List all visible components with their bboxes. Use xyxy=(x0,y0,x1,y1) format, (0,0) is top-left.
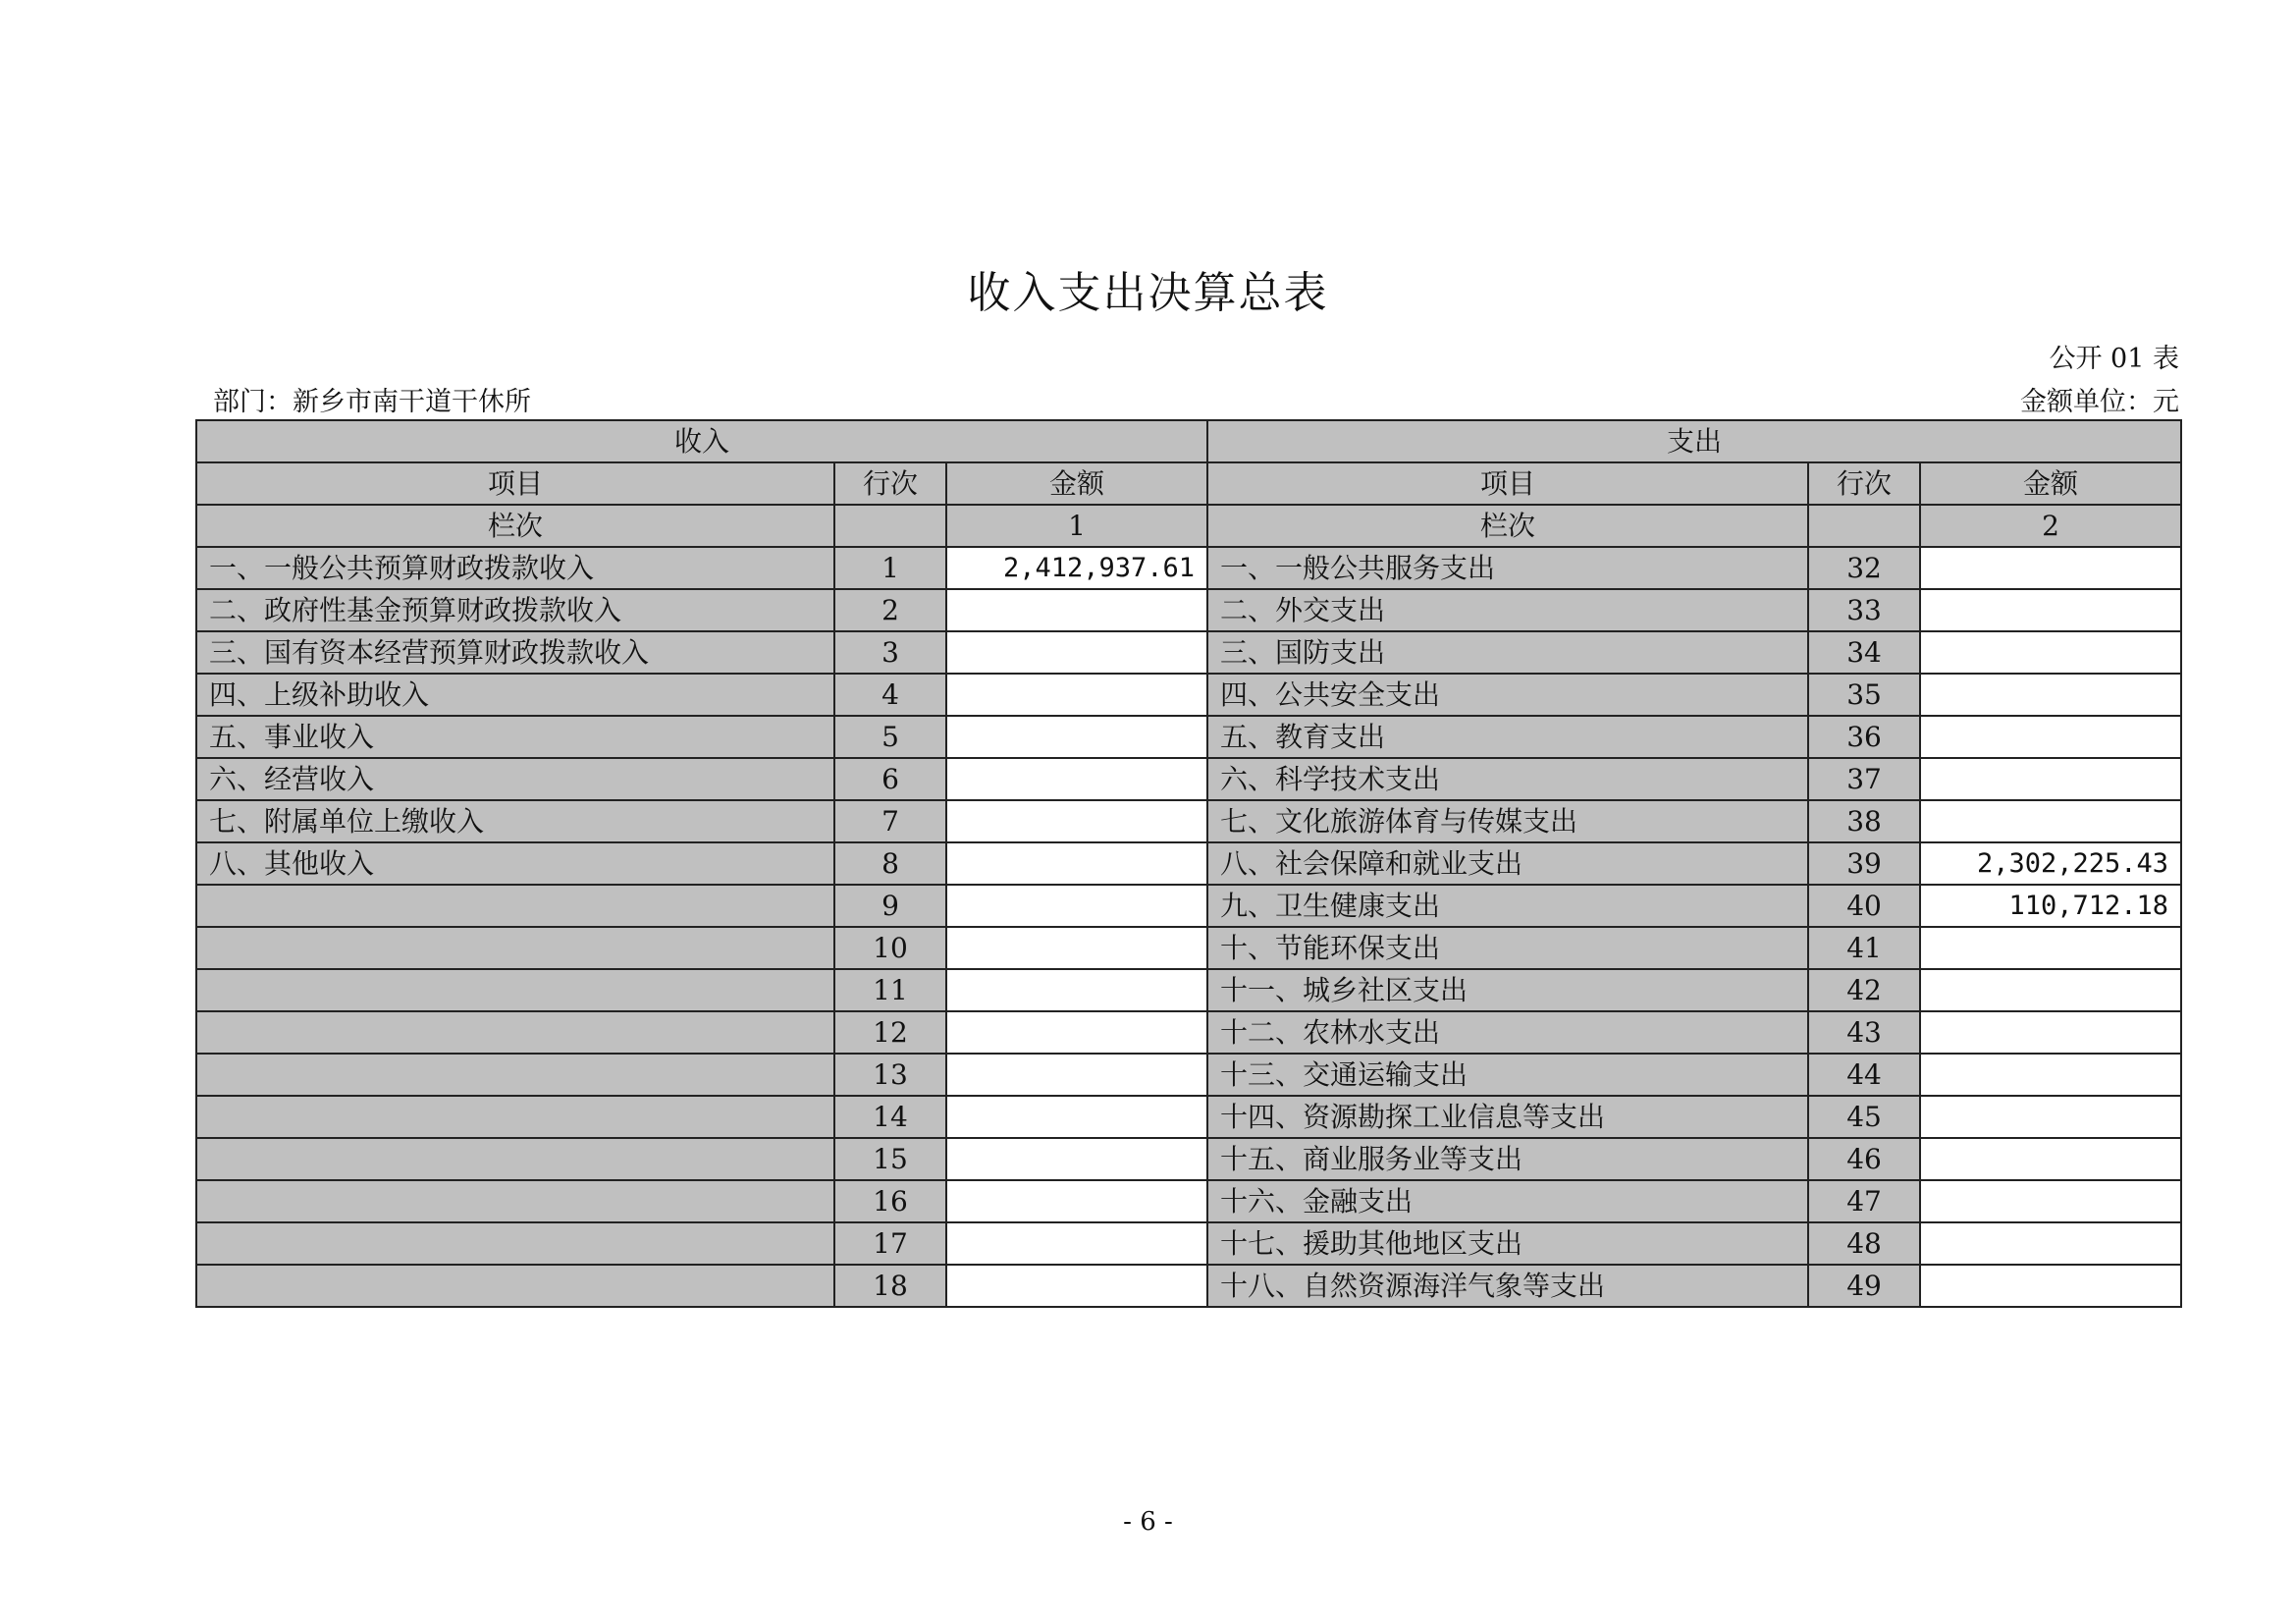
income-amount-cell xyxy=(946,885,1207,927)
section-header-row xyxy=(196,420,2181,462)
expense-line-cell: 36 xyxy=(1808,716,1920,758)
table-row xyxy=(196,1054,2181,1096)
expense-line-cell: 39 xyxy=(1808,842,1920,885)
income-amount-index: 1 xyxy=(946,505,1207,547)
income-line-cell: 18 xyxy=(834,1265,946,1307)
expense-line-cell: 49 xyxy=(1808,1265,1920,1307)
expense-amount-cell xyxy=(1920,1180,2181,1222)
income-item-cell xyxy=(196,1096,834,1138)
income-item-cell: 八、其他收入 xyxy=(196,842,834,885)
expense-line-cell: 41 xyxy=(1808,927,1920,969)
expense-amount-cell xyxy=(1920,800,2181,842)
income-line-cell: 8 xyxy=(834,842,946,885)
income-amount-cell xyxy=(946,1011,1207,1054)
expense-amount-cell xyxy=(1920,631,2181,674)
income-item-cell xyxy=(196,927,834,969)
expense-line-cell: 44 xyxy=(1808,1054,1920,1096)
income-item-cell xyxy=(196,1138,834,1180)
expense-line-cell: 45 xyxy=(1808,1096,1920,1138)
income-column-label: 栏次 xyxy=(196,505,834,547)
column-header-row xyxy=(196,462,2181,505)
income-amount-cell xyxy=(946,1180,1207,1222)
income-amount-cell xyxy=(946,758,1207,800)
expense-amount-index: 2 xyxy=(1920,505,2181,547)
expense-line-cell: 32 xyxy=(1808,547,1920,589)
form-number: 公开 01 表 xyxy=(2049,344,2179,374)
expense-line-cell: 37 xyxy=(1808,758,1920,800)
income-item-header: 项目 xyxy=(196,462,834,505)
department-label: 部门：新乡市南干道干休所 xyxy=(213,387,531,417)
table-row xyxy=(196,1011,2181,1054)
table-row xyxy=(196,842,2181,885)
income-amount-cell xyxy=(946,1138,1207,1180)
expense-amount-cell xyxy=(1920,758,2181,800)
table-row xyxy=(196,1096,2181,1138)
income-line-cell: 3 xyxy=(834,631,946,674)
table-row xyxy=(196,589,2181,631)
table-row xyxy=(196,800,2181,842)
table-row xyxy=(196,1138,2181,1180)
expense-item-cell: 十一、城乡社区支出 xyxy=(1207,969,1808,1011)
expense-amount-cell xyxy=(1920,674,2181,716)
table-row xyxy=(196,674,2181,716)
income-line-cell: 14 xyxy=(834,1096,946,1138)
income-amount-cell xyxy=(946,1265,1207,1307)
expense-section-header: 支出 xyxy=(1207,420,2181,462)
income-line-header: 行次 xyxy=(834,462,946,505)
income-item-cell: 六、经营收入 xyxy=(196,758,834,800)
table-row xyxy=(196,716,2181,758)
table-row xyxy=(196,631,2181,674)
expense-item-cell: 十八、自然资源海洋气象等支出 xyxy=(1207,1265,1808,1307)
expense-item-cell: 八、社会保障和就业支出 xyxy=(1207,842,1808,885)
expense-amount-cell xyxy=(1920,716,2181,758)
income-item-cell xyxy=(196,1180,834,1222)
expense-amount-cell xyxy=(1920,1138,2181,1180)
income-line-cell: 7 xyxy=(834,800,946,842)
expense-item-cell: 二、外交支出 xyxy=(1207,589,1808,631)
income-amount-cell xyxy=(946,927,1207,969)
income-item-cell xyxy=(196,885,834,927)
expense-amount-cell xyxy=(1920,927,2181,969)
expense-line-index xyxy=(1808,505,1920,547)
expense-amount-cell xyxy=(1920,1265,2181,1307)
expense-amount-cell xyxy=(1920,969,2181,1011)
expense-amount-cell xyxy=(1920,1054,2181,1096)
table-row xyxy=(196,547,2181,589)
expense-amount-header: 金额 xyxy=(1920,462,2181,505)
expense-item-cell: 十五、商业服务业等支出 xyxy=(1207,1138,1808,1180)
expense-item-cell: 四、公共安全支出 xyxy=(1207,674,1808,716)
expense-item-cell: 三、国防支出 xyxy=(1207,631,1808,674)
page-title: 收入支出决算总表 xyxy=(967,268,1329,318)
income-item-cell: 二、政府性基金预算财政拨款收入 xyxy=(196,589,834,631)
income-line-cell: 11 xyxy=(834,969,946,1011)
income-amount-cell xyxy=(946,716,1207,758)
income-item-cell xyxy=(196,1265,834,1307)
table-row xyxy=(196,1180,2181,1222)
expense-line-cell: 48 xyxy=(1808,1222,1920,1265)
expense-item-cell: 十三、交通运输支出 xyxy=(1207,1054,1808,1096)
income-amount-cell xyxy=(946,842,1207,885)
income-amount-cell xyxy=(946,969,1207,1011)
expense-item-cell: 十四、资源勘探工业信息等支出 xyxy=(1207,1096,1808,1138)
expense-item-cell: 十、节能环保支出 xyxy=(1207,927,1808,969)
table-row xyxy=(196,758,2181,800)
expense-line-cell: 35 xyxy=(1808,674,1920,716)
table-row xyxy=(196,927,2181,969)
income-amount-cell xyxy=(946,1222,1207,1265)
expense-line-cell: 42 xyxy=(1808,969,1920,1011)
expense-item-cell: 五、教育支出 xyxy=(1207,716,1808,758)
expense-line-cell: 33 xyxy=(1808,589,1920,631)
income-line-cell: 17 xyxy=(834,1222,946,1265)
income-line-index xyxy=(834,505,946,547)
expense-item-cell: 十二、农林水支出 xyxy=(1207,1011,1808,1054)
expense-line-cell: 40 xyxy=(1808,885,1920,927)
income-line-cell: 9 xyxy=(834,885,946,927)
expense-amount-cell: 2,302,225.43 xyxy=(1920,842,2181,885)
expense-item-cell: 十七、援助其他地区支出 xyxy=(1207,1222,1808,1265)
expense-line-cell: 34 xyxy=(1808,631,1920,674)
income-line-cell: 2 xyxy=(834,589,946,631)
income-line-cell: 16 xyxy=(834,1180,946,1222)
expense-item-cell: 一、一般公共服务支出 xyxy=(1207,547,1808,589)
income-line-cell: 4 xyxy=(834,674,946,716)
table-row xyxy=(196,1222,2181,1265)
income-amount-header: 金额 xyxy=(946,462,1207,505)
income-expense-table xyxy=(195,419,2182,1308)
table-row xyxy=(196,1265,2181,1307)
income-line-cell: 5 xyxy=(834,716,946,758)
income-line-cell: 6 xyxy=(834,758,946,800)
income-item-cell xyxy=(196,1011,834,1054)
income-line-cell: 13 xyxy=(834,1054,946,1096)
expense-amount-cell xyxy=(1920,1096,2181,1138)
income-item-cell xyxy=(196,1054,834,1096)
expense-line-cell: 46 xyxy=(1808,1138,1920,1180)
expense-item-cell: 十六、金融支出 xyxy=(1207,1180,1808,1222)
income-item-cell: 四、上级补助收入 xyxy=(196,674,834,716)
income-amount-cell xyxy=(946,674,1207,716)
expense-item-cell: 七、文化旅游体育与传媒支出 xyxy=(1207,800,1808,842)
expense-item-cell: 九、卫生健康支出 xyxy=(1207,885,1808,927)
expense-line-cell: 43 xyxy=(1808,1011,1920,1054)
column-index-row xyxy=(196,505,2181,547)
expense-line-header: 行次 xyxy=(1808,462,1920,505)
income-item-cell: 七、附属单位上缴收入 xyxy=(196,800,834,842)
income-line-cell: 10 xyxy=(834,927,946,969)
income-section-header: 收入 xyxy=(196,420,1207,462)
income-amount-cell xyxy=(946,631,1207,674)
income-item-cell: 五、事业收入 xyxy=(196,716,834,758)
expense-amount-cell xyxy=(1920,1011,2181,1054)
income-amount-cell xyxy=(946,800,1207,842)
income-line-cell: 15 xyxy=(834,1138,946,1180)
income-line-cell: 12 xyxy=(834,1011,946,1054)
expense-amount-cell xyxy=(1920,1222,2181,1265)
expense-amount-cell xyxy=(1920,547,2181,589)
income-amount-cell: 2,412,937.61 xyxy=(946,547,1207,589)
expense-column-label: 栏次 xyxy=(1207,505,1808,547)
income-amount-cell xyxy=(946,1096,1207,1138)
expense-line-cell: 38 xyxy=(1808,800,1920,842)
income-line-cell: 1 xyxy=(834,547,946,589)
expense-item-cell: 六、科学技术支出 xyxy=(1207,758,1808,800)
expense-item-header: 项目 xyxy=(1207,462,1808,505)
income-item-cell: 三、国有资本经营预算财政拨款收入 xyxy=(196,631,834,674)
table-row xyxy=(196,969,2181,1011)
income-item-cell xyxy=(196,1222,834,1265)
income-amount-cell xyxy=(946,1054,1207,1096)
income-item-cell xyxy=(196,969,834,1011)
expense-amount-cell xyxy=(1920,589,2181,631)
page-number: - 6 - xyxy=(1123,1507,1173,1537)
expense-line-cell: 47 xyxy=(1808,1180,1920,1222)
amount-unit-label: 金额单位：元 xyxy=(2020,387,2179,417)
income-item-cell: 一、一般公共预算财政拨款收入 xyxy=(196,547,834,589)
income-amount-cell xyxy=(946,589,1207,631)
table-row xyxy=(196,885,2181,927)
expense-amount-cell: 110,712.18 xyxy=(1920,885,2181,927)
